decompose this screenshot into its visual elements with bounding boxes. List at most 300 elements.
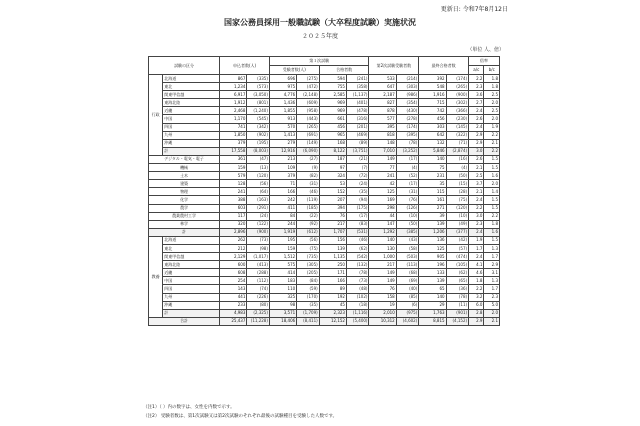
cell-e: 715: [419, 99, 446, 107]
cell-c: 76: [319, 212, 346, 220]
cell-b: 166: [269, 188, 296, 196]
cell-c: 45: [319, 301, 346, 309]
cell-e: 115: [419, 188, 446, 196]
cell-d: 647: [369, 83, 396, 91]
cell-ep: (78): [446, 293, 469, 301]
cell-e: 456: [419, 115, 446, 123]
row-label: 近畿: [163, 269, 220, 277]
cell-ep: (366): [446, 107, 469, 115]
cell-bp: (472): [297, 83, 320, 91]
cell-dp: (69): [396, 277, 419, 285]
cell-ap: (11,228): [247, 317, 270, 325]
cell-e: 392: [419, 75, 446, 83]
cell-e: 133: [419, 269, 446, 277]
cell-r1: 2.2: [469, 204, 484, 212]
cell-a: 388: [220, 196, 247, 204]
cell-a: 262: [220, 236, 247, 244]
unit-note: （単位 人、倍）: [467, 47, 504, 53]
cell-cp: (78): [346, 269, 369, 277]
cell-r2: 2.0: [484, 180, 500, 188]
table-row: [149, 228, 500, 236]
cell-cp: (1,137): [346, 91, 369, 99]
cell-cp: (478): [346, 107, 369, 115]
table-row: [149, 123, 500, 131]
cell-c: 2,323: [319, 309, 346, 317]
cell-dp: (4,602): [396, 317, 419, 325]
cell-ep: (2,874): [446, 147, 469, 155]
cell-c: 166: [319, 277, 346, 285]
cell-a: 579: [220, 172, 247, 180]
cell-ep: (36): [446, 285, 469, 293]
cell-r1: 1.8: [469, 277, 484, 285]
cell-a: 1,170: [220, 115, 247, 123]
table-row: [149, 131, 500, 139]
cell-bp: (305): [297, 261, 320, 269]
cell-e: 161: [419, 196, 446, 204]
cell-ep: (75): [446, 196, 469, 204]
cell-ap: (335): [247, 75, 270, 83]
row-label: デジタル・電気・電子: [149, 155, 220, 163]
cell-cp: (24): [346, 180, 369, 188]
cell-b: 109: [269, 164, 296, 172]
cell-ap: (13): [247, 164, 270, 172]
table-row: [149, 301, 500, 309]
row-label: 東海北陸: [163, 261, 220, 269]
cell-bp: (56): [297, 236, 320, 244]
cell-ep: (105): [446, 261, 469, 269]
cell-d: 217: [369, 261, 396, 269]
cell-b: 4,776: [269, 91, 296, 99]
cell-r1: 3.2: [469, 293, 484, 301]
cell-b: 411: [269, 204, 296, 212]
row-label: 農業農村工学: [149, 212, 220, 220]
cell-e: 140: [419, 293, 446, 301]
cell-r2: 1.7: [484, 253, 500, 261]
cell-r1: 2.1: [469, 188, 484, 196]
cell-r1: 3.0: [469, 212, 484, 220]
cell-e: 136: [419, 236, 446, 244]
cell-e: 39: [419, 212, 446, 220]
cell-ap: (56): [247, 180, 270, 188]
cell-cp: (316): [346, 115, 369, 123]
cell-dp: (40): [396, 285, 419, 293]
cell-ep: (28): [446, 188, 469, 196]
row-label: 機械: [149, 164, 220, 172]
cell-bp: (22): [297, 212, 320, 220]
cell-ep: (120): [446, 204, 469, 212]
table-row: [149, 83, 500, 91]
cell-r2: 2.0: [484, 99, 500, 107]
cell-ep: (265): [446, 83, 469, 91]
header-second-takers: 第2次試験受験者数: [369, 57, 419, 75]
cell-cp: (102): [346, 293, 369, 301]
cell-c: 152: [319, 188, 346, 196]
row-label: 東海北陸: [163, 99, 220, 107]
cell-e: 8,815: [419, 317, 446, 325]
cell-b: 1,512: [269, 253, 296, 261]
cell-e: 1,206: [419, 228, 446, 236]
cell-c: 1,135: [319, 253, 346, 261]
cell-c: 97: [319, 164, 346, 172]
cell-dp: (50): [396, 220, 419, 228]
cell-cp: (35): [346, 188, 369, 196]
cell-ep: (57): [446, 244, 469, 252]
header-final-passers: 最終合格者数: [419, 57, 469, 75]
cell-dp: (78): [396, 139, 419, 147]
cell-r1: 2.7: [469, 99, 484, 107]
cell-cp: (73): [346, 277, 369, 285]
row-label: 東北: [163, 244, 220, 252]
cell-cp: (3,751): [346, 147, 369, 155]
cell-r1: 1.9: [469, 236, 484, 244]
cell-bp: (735): [297, 253, 320, 261]
table-row: [149, 155, 500, 163]
row-label: 合計: [149, 317, 220, 325]
cell-ap: (291): [247, 204, 270, 212]
cell-ep: (49): [446, 220, 469, 228]
cell-a: 608: [220, 269, 247, 277]
cell-cp: (5,400): [346, 317, 369, 325]
cell-r1: 2.4: [469, 123, 484, 131]
cell-r2: 2.5: [484, 107, 500, 115]
cell-cp: (358): [346, 83, 369, 91]
cell-d: 2,187: [369, 91, 396, 99]
cell-a: 212: [220, 244, 247, 252]
cell-dp: (986): [396, 91, 419, 99]
cell-b: 1,919: [269, 228, 296, 236]
cell-a: 867: [220, 75, 247, 83]
cell-ep: (16): [446, 155, 469, 163]
cell-r2: 1.5: [484, 204, 500, 212]
cell-e: 35: [419, 180, 446, 188]
cell-r1: 2.1: [469, 164, 484, 172]
cell-ap: (900): [247, 228, 270, 236]
cell-dp: (278): [396, 115, 419, 123]
table-row: [149, 107, 500, 115]
cell-r2: 2.2: [484, 131, 500, 139]
cell-r1: 2.3: [469, 220, 484, 228]
cell-d: 148: [369, 139, 396, 147]
cell-cp: (48): [346, 285, 369, 293]
cell-ep: (901): [446, 309, 469, 317]
cell-e: 132: [419, 139, 446, 147]
cell-r1: 2.8: [469, 309, 484, 317]
row-label: 四国: [163, 123, 220, 131]
table-row: [149, 317, 500, 325]
cell-r1: 2.4: [469, 107, 484, 115]
cell-r2: 2.9: [484, 261, 500, 269]
cell-bp: (958): [297, 107, 320, 115]
cell-r2: 2.5: [484, 91, 500, 99]
cell-c: 8,122: [319, 147, 346, 155]
row-label: 計: [149, 228, 220, 236]
cell-d: 76: [369, 285, 396, 293]
cell-d: 44: [369, 212, 396, 220]
cell-bp: (82): [297, 172, 320, 180]
exam-status-table: [148, 56, 500, 326]
cell-r2: 1.5: [484, 164, 500, 172]
cell-c: 456: [319, 123, 346, 131]
cell-bp: (119): [297, 196, 320, 204]
cell-b: 1,436: [269, 99, 296, 107]
row-label: 農学: [149, 204, 220, 212]
group-label-edu: 教養: [149, 236, 163, 317]
cell-a: 6,917: [220, 91, 247, 99]
table-row: [149, 180, 500, 188]
cell-cp: (201): [346, 123, 369, 131]
footnote-2: （注2） 受験者数は、第1次試験又は第2次試験のそれぞれ最後の試験種目を受験した人数です。: [143, 414, 338, 419]
cell-r1: 1.7: [469, 244, 484, 252]
cell-e: 5,846: [419, 147, 446, 155]
cell-b: 3,571: [269, 309, 296, 317]
cell-cp: (7): [346, 164, 369, 172]
row-label: 計: [163, 147, 220, 155]
cell-r2: 2.3: [484, 293, 500, 301]
cell-bp: (205): [297, 269, 320, 277]
cell-dp: (10): [396, 212, 419, 220]
cell-r2: 1.8: [484, 220, 500, 228]
cell-e: 65: [419, 285, 446, 293]
cell-cp: (17): [346, 212, 369, 220]
table-row: [149, 220, 500, 228]
cell-dp: (6): [396, 301, 419, 309]
cell-r2: 1.3: [484, 277, 500, 285]
cell-r2: 1.5: [484, 155, 500, 163]
cell-b: 570: [269, 123, 296, 131]
cell-ep: (302): [446, 99, 469, 107]
cell-e: 139: [419, 277, 446, 285]
table-row: [149, 309, 500, 317]
cell-a: 254: [220, 277, 247, 285]
cell-c: 394: [319, 204, 346, 212]
cell-bp: (46): [297, 188, 320, 196]
cell-dp: (17): [396, 180, 419, 188]
cell-e: 75: [419, 164, 446, 172]
cell-dp: (3,252): [396, 147, 419, 155]
cell-b: 159: [269, 244, 296, 252]
cell-e: 742: [419, 107, 446, 115]
cell-r2: 1.3: [484, 244, 500, 252]
cell-dp: (113): [396, 261, 419, 269]
cell-ap: (3,050): [247, 91, 270, 99]
row-label: 関東甲信越: [163, 253, 220, 261]
cell-a: 2,468: [220, 107, 247, 115]
cell-d: 1,000: [369, 253, 396, 261]
cell-a: 603: [220, 204, 247, 212]
row-label: 沖縄: [163, 139, 220, 147]
cell-c: 324: [319, 172, 346, 180]
row-label: 建築: [149, 180, 220, 188]
table-row: [149, 244, 500, 252]
cell-bp: (92): [297, 220, 320, 228]
cell-cp: (83): [346, 220, 369, 228]
row-label: 近畿: [163, 107, 220, 115]
table-row: [149, 204, 500, 212]
cell-e: 1,763: [419, 309, 446, 317]
cell-bp: (35): [297, 301, 320, 309]
cell-cp: (18): [346, 301, 369, 309]
cell-c: 969: [319, 107, 346, 115]
cell-dp: (395): [396, 131, 419, 139]
cell-r1: 4.6: [469, 269, 484, 277]
cell-cp: (62): [346, 244, 369, 252]
cell-e: 140: [419, 155, 446, 163]
cell-e: 231: [419, 172, 446, 180]
cell-e: 125: [419, 244, 446, 252]
page-title: 国家公務員採用一般職試験（大卒程度試験）実施状況: [224, 18, 416, 27]
cell-ap: (47): [247, 155, 270, 163]
cell-r2: 1.6: [484, 172, 500, 180]
cell-ep: (65): [446, 277, 469, 285]
header-ratio-a: a/c: [469, 66, 484, 75]
cell-a: 1,850: [220, 131, 247, 139]
cell-ep: (15): [446, 180, 469, 188]
cell-d: 7,010: [369, 147, 396, 155]
cell-a: 379: [220, 139, 247, 147]
cell-ep: (42): [446, 236, 469, 244]
cell-bp: (185): [297, 204, 320, 212]
cell-d: 140: [369, 236, 396, 244]
cell-bp: (443): [297, 115, 320, 123]
cell-dp: (126): [396, 204, 419, 212]
footnote-1: （注1）（ ）内の数字は、女性を内数で示す。: [143, 405, 235, 410]
cell-ap: (122): [247, 220, 270, 228]
cell-bp: (8,411): [297, 317, 320, 325]
table-row: [149, 293, 500, 301]
cell-ap: (74): [247, 285, 270, 293]
header-ratio: 倍率: [469, 57, 500, 66]
cell-a: 159: [220, 164, 247, 172]
cell-dp: (303): [396, 83, 419, 91]
header-applicants: 申込者数(人): [220, 57, 270, 75]
cell-b: 414: [269, 269, 296, 277]
row-label: 計: [163, 309, 220, 317]
table-row: [149, 188, 500, 196]
cell-r1: 2.3: [469, 83, 484, 91]
cell-bp: (31): [297, 180, 320, 188]
cell-bp: (609): [297, 99, 320, 107]
cell-a: 1,234: [220, 83, 247, 91]
cell-c: 168: [319, 139, 346, 147]
cell-b: 242: [269, 196, 296, 204]
cell-b: 110: [269, 285, 296, 293]
cell-d: 149: [369, 155, 396, 163]
table-row: [149, 253, 500, 261]
cell-a: 17,558: [220, 147, 247, 155]
row-label: 土木: [149, 172, 220, 180]
cell-bp: (84): [297, 277, 320, 285]
table-row: [149, 139, 500, 147]
cell-r1: 2.9: [469, 317, 484, 325]
cell-dp: (52): [396, 172, 419, 180]
row-label: 四国: [163, 285, 220, 293]
cell-c: 139: [319, 244, 346, 252]
cell-r1: 4.1: [469, 261, 484, 269]
cell-cp: (469): [346, 131, 369, 139]
cell-r1: 6.0: [469, 301, 484, 309]
cell-bp: (2,148): [297, 91, 320, 99]
cell-e: 642: [419, 131, 446, 139]
cell-r2: 2.2: [484, 212, 500, 220]
cell-b: 379: [269, 172, 296, 180]
cell-c: 192: [319, 293, 346, 301]
cell-ap: (1,017): [247, 253, 270, 261]
cell-dp: (214): [396, 75, 419, 83]
cell-a: 25,437: [220, 317, 247, 325]
table-row: [149, 196, 500, 204]
cell-bp: (9): [297, 164, 320, 172]
row-label: 中国: [163, 115, 220, 123]
cell-ap: (8,003): [247, 147, 270, 155]
cell-c: 217: [319, 220, 346, 228]
cell-bp: (149): [297, 139, 320, 147]
cell-r1: 2.9: [469, 139, 484, 147]
cell-ap: (120): [247, 172, 270, 180]
cell-a: 361: [220, 155, 247, 163]
cell-dp: (76): [396, 196, 419, 204]
cell-ep: (145): [446, 123, 469, 131]
table-row: [149, 269, 500, 277]
cell-c: 969: [319, 99, 346, 107]
cell-dp: (975): [396, 309, 419, 317]
cell-cp: (72): [346, 172, 369, 180]
cell-ap: (801): [247, 99, 270, 107]
cell-ep: (174): [446, 75, 469, 83]
table-row: [149, 212, 500, 220]
cell-ep: (71): [446, 139, 469, 147]
cell-b: 244: [269, 220, 296, 228]
cell-ep: (230): [446, 115, 469, 123]
table-row: [149, 172, 500, 180]
cell-ap: (573): [247, 83, 270, 91]
cell-d: 10,312: [369, 317, 396, 325]
cell-e: 139: [419, 220, 446, 228]
cell-dp: (31): [396, 188, 419, 196]
cell-cp: (132): [346, 261, 369, 269]
cell-cp: (542): [346, 253, 369, 261]
cell-r1: 2.4: [469, 196, 484, 204]
cell-ap: (163): [247, 196, 270, 204]
table-row: [149, 164, 500, 172]
row-label: 北海道: [163, 236, 220, 244]
cell-e: 1,916: [419, 91, 446, 99]
cell-d: 19: [369, 301, 396, 309]
footnotes: [143, 403, 337, 421]
cell-a: 233: [220, 301, 247, 309]
cell-bp: (612): [297, 228, 320, 236]
cell-bp: (1,709): [297, 309, 320, 317]
cell-ap: (2,325): [247, 309, 270, 317]
cell-a: 4,983: [220, 309, 247, 317]
row-label: 中国: [163, 277, 220, 285]
cell-ep: (11): [446, 301, 469, 309]
cell-d: 125: [369, 188, 396, 196]
cell-c: 2,585: [319, 91, 346, 99]
cell-cp: (46): [346, 236, 369, 244]
cell-ep: (4): [446, 164, 469, 172]
cell-c: 187: [319, 155, 346, 163]
cell-b: 1,413: [269, 131, 296, 139]
cell-b: 575: [269, 261, 296, 269]
cell-ep: (377): [446, 228, 469, 236]
table-row: [149, 147, 500, 155]
cell-a: 2,896: [220, 228, 247, 236]
cell-dp: (43): [396, 236, 419, 244]
cell-ep: (900): [446, 91, 469, 99]
table-row: [149, 115, 500, 123]
cell-d: 158: [369, 293, 396, 301]
updated-date: 更新日: 令和7年8月12日: [440, 6, 508, 13]
